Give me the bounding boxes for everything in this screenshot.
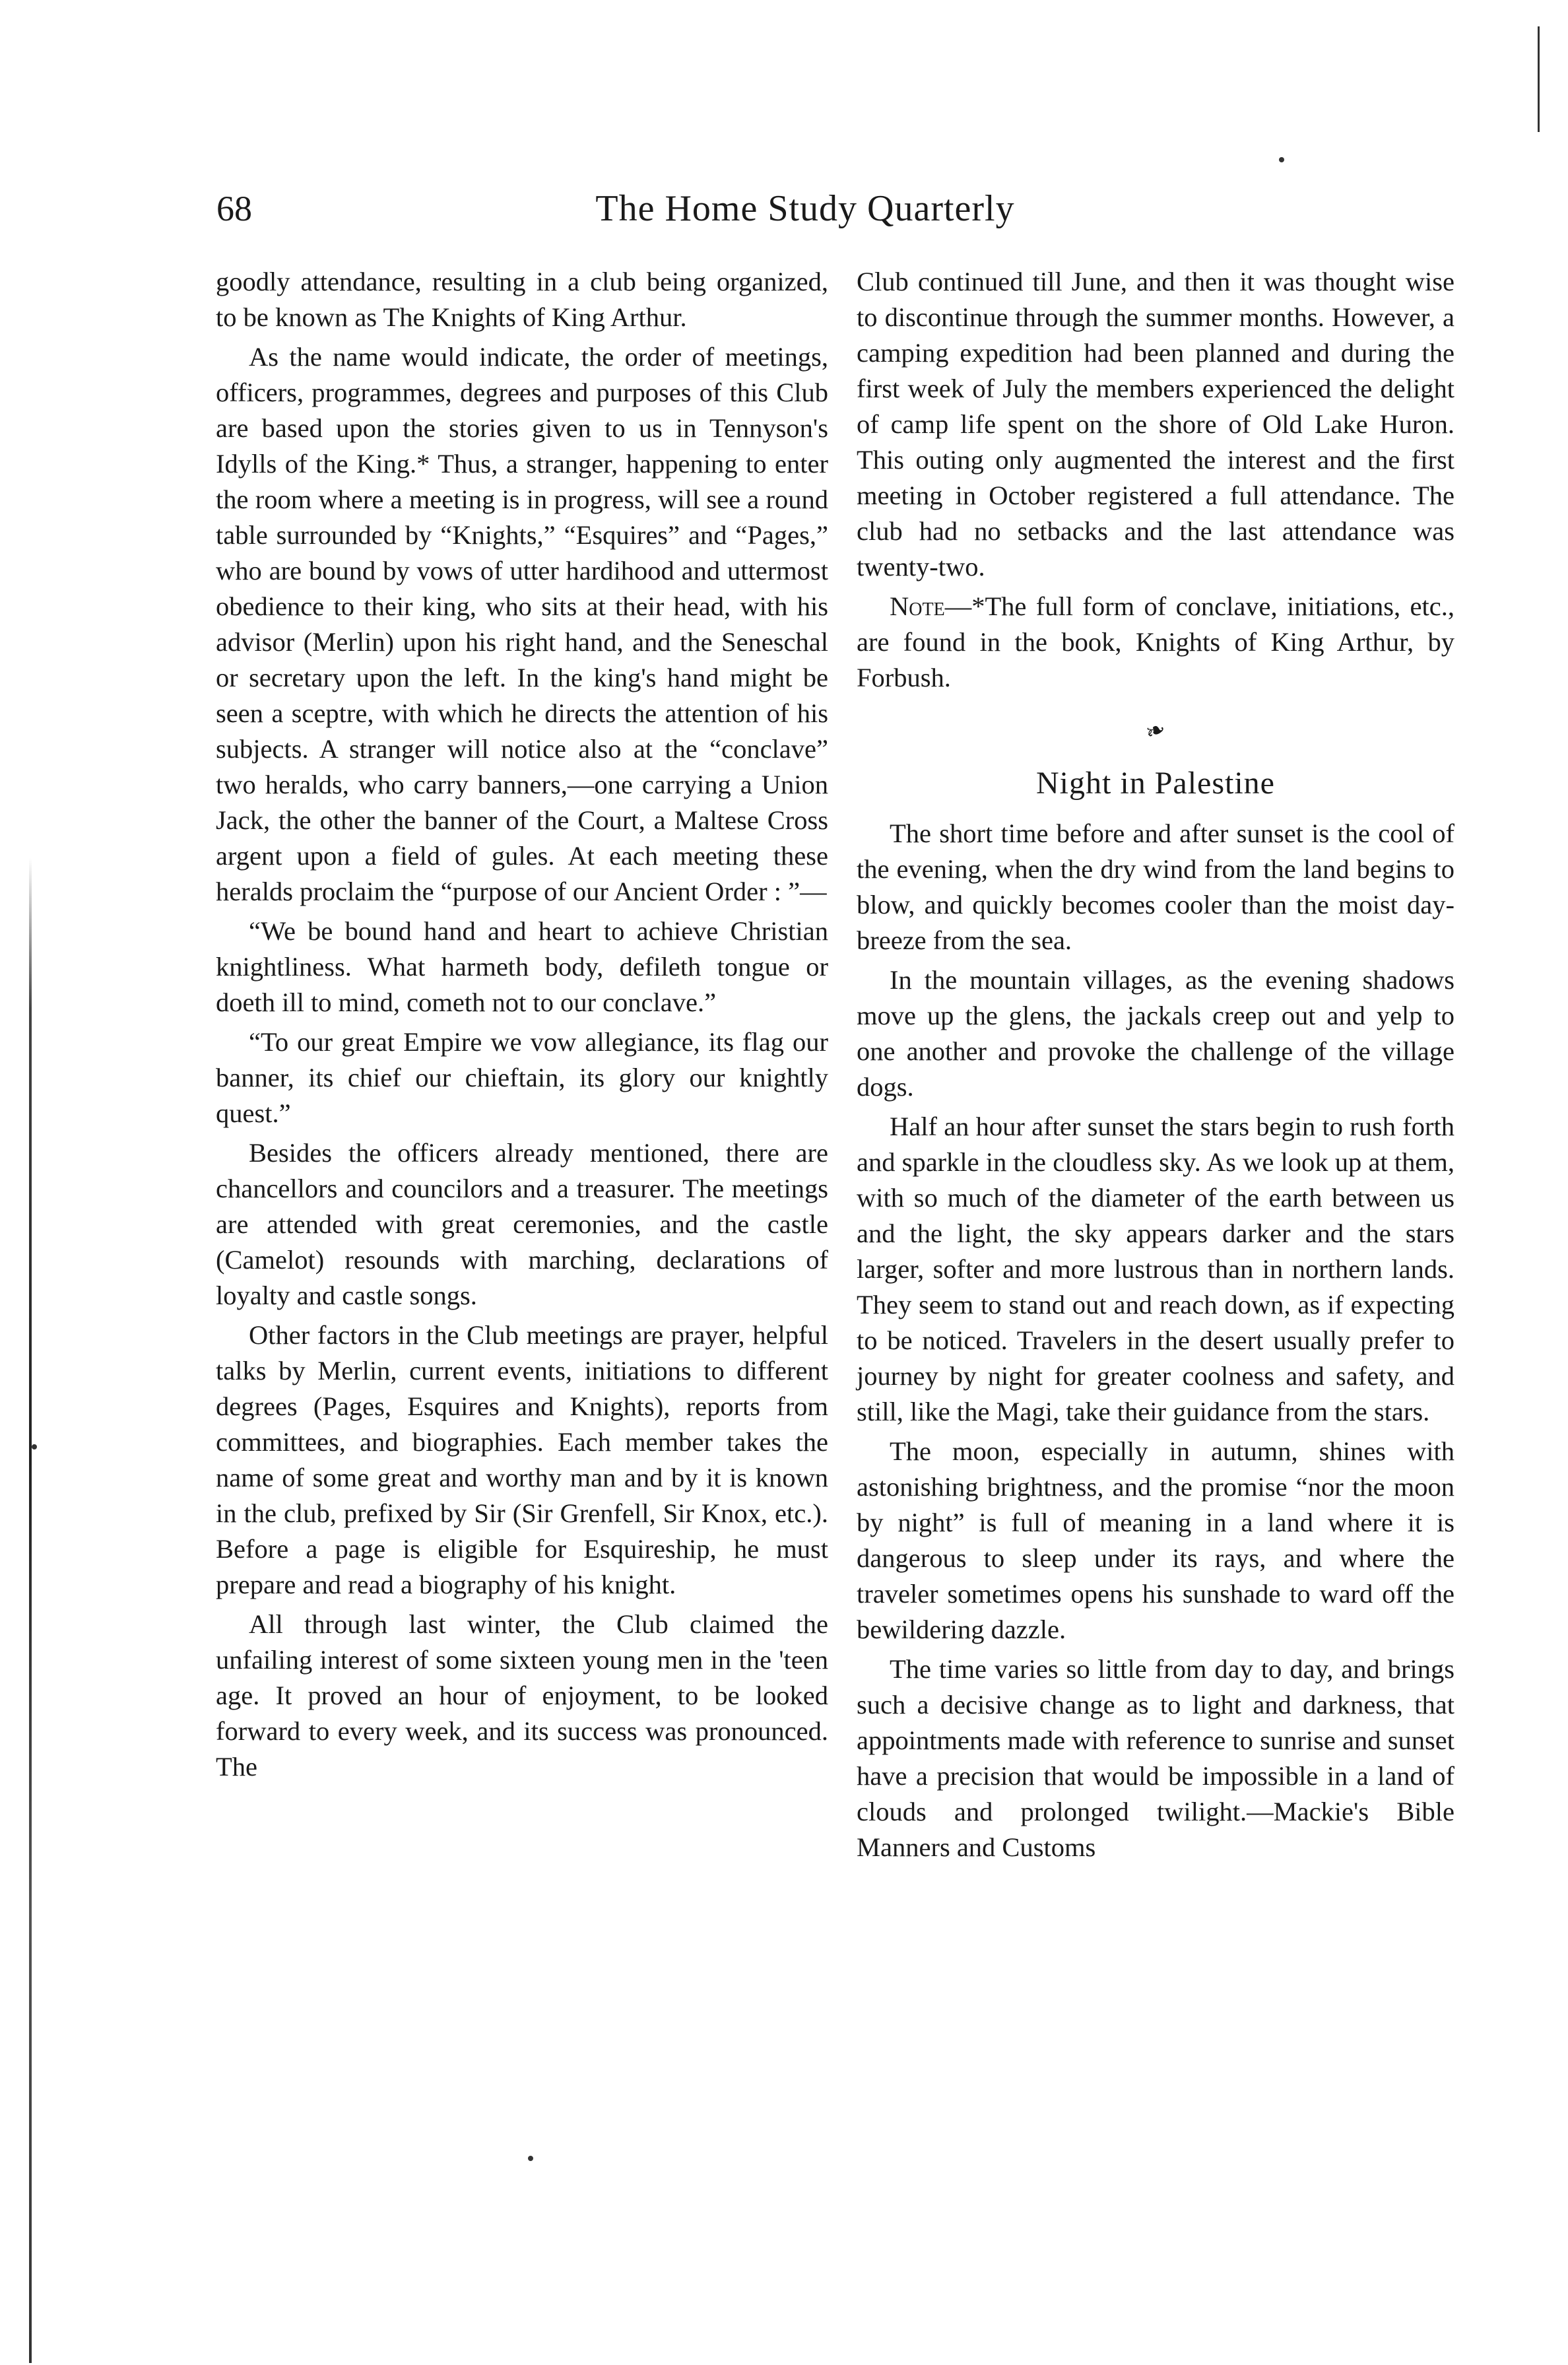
paragraph: In the mountain villages, as the evening shadows move up the glens, the jackals creep out and yelp to one another and provoke the challenge of the village dogs. [857,965,1454,1102]
leaf-ornament-icon: ❧ [1141,715,1170,747]
scan-speck [32,1444,37,1449]
scan-speck [1279,157,1284,162]
paragraph: Half an hour after sunset the stars begin to rush forth and sparkle in the cloudless sky. As we look up at them, with so much of the diameter of the earth between us and the light, the sky appears darker and the stars larger, softer and more lustrous than in northern lands. They seem to stand out and reach down, as if expecting to be noticed. Travelers in the desert usually prefer to journey by night for greater coolness and safety, and still, like the Magi, take their guidance from the stars. [857,1112,1454,1426]
scan-edge-mark [1538,26,1540,132]
running-title: The Home Study Quarterly [595,188,1015,229]
paragraph: The time varies so little from day to day, and brings such a decisive change as to light and darkness, that appointments made with reference to sunrise and sunset have a precision that would be impossible in a land of clouds and prolonged twilight.—Mackie's Bible Manners and Customs [857,1654,1454,1862]
paragraph: The short time before and after sunset is the cool of the evening, when the dry wind from the land begins to blow, and quickly becomes cooler than the moist day-breeze from the sea. [857,818,1454,955]
left-column [216,264,828,1789]
page-header [198,185,1353,244]
paragraph: “We be bound hand and heart to achieve Christian knightliness. What harmeth body, defileth tongue or doeth ill to mind, cometh not to our conclave.” [216,916,828,1017]
paragraph: Besides the officers already mentioned, there are chancellors and councilors and a treasurer. The meetings are attended with great ceremonies, and the castle (Camelot) resounds with marching, declarations of loyalty and castle songs. [216,1138,828,1310]
paragraph: goodly attendance, resulting in a club being organized, to be known as The Knights of King Arthur. [216,267,828,332]
page-number: 68 [216,189,252,228]
paragraph: All through last winter, the Club claimed the unfailing interest of some sixteen young men in the 'teen age. It proved an hour of enjoyment, to be looked forward to every week, and its success was pronounced. The [216,1609,828,1782]
paragraph: As the name would indicate, the order of meetings, officers, programmes, degrees and purposes of this Club are based upon the stories given to us in Tennyson's Idylls of the King.* Thus, a stranger, happening to enter the room where a meeting is in progress, will see a round table surrounded by “Knights,” “Esquires” and “Pages,” who are bound by vows of utter hardihood and uttermost obedience to their king, who sits at their head, with his advisor (Merlin) upon his right hand, and the Seneschal or secretary upon the left. In the king's hand might be seen a sceptre, with which he directs the attention of his subjects. A stranger will notice also at the “conclave” two heralds, who carry banners,—one carrying a Union Jack, the other the banner of the Court, a Maltese Cross argent upon a field of gules. At each meeting these heralds proclaim the “purpose of our Ancient Order : ”— [216,342,828,906]
section-title: Night in Palestine [1036,766,1275,801]
note-label: Note [890,591,945,621]
paragraph: Club continued till June, and then it was thought wise to discontinue through the summer months. However, a camping expedition had been planned and during the first week of July the members experienced the delight of camp life spent on the shore of Old Lake Huron. This outing only augmented the interest and the first meeting in October registered a full attendance. The club had no setbacks and the last attendance was twenty-two. [857,267,1454,582]
right-column [857,264,1454,1869]
note-text: —*The full form of conclave, initiations, etc., are found in the book, Knights of King Arthur, by Forbush. [857,591,1454,692]
paragraph: Other factors in the Club meetings are prayer, helpful talks by Merlin, current events, initiations to different degrees (Pages, Esquires and Knights), reports from committees, and biographies. Each member takes the name of some great and worthy man and by it is known in the club, prefixed by Sir (Sir Grenfell, Sir Knox, etc.). Before a page is eligible for Esquireship, he must prepare and read a biography of his knight. [216,1320,828,1599]
paragraph: The moon, especially in autumn, shines with astonishing brightness, and the promise “nor the moon by night” is full of meaning in a land where it is dangerous to sleep under its rays, and where the traveler sometimes opens his sunshade to ward off the bewildering dazzle. [857,1436,1454,1644]
scan-speck [528,2156,533,2161]
paragraph: “To our great Empire we vow allegiance, its flag our banner, its chief our chieftain, its glory our knightly quest.” [216,1027,828,1128]
scan-binding-edge [29,858,32,2363]
